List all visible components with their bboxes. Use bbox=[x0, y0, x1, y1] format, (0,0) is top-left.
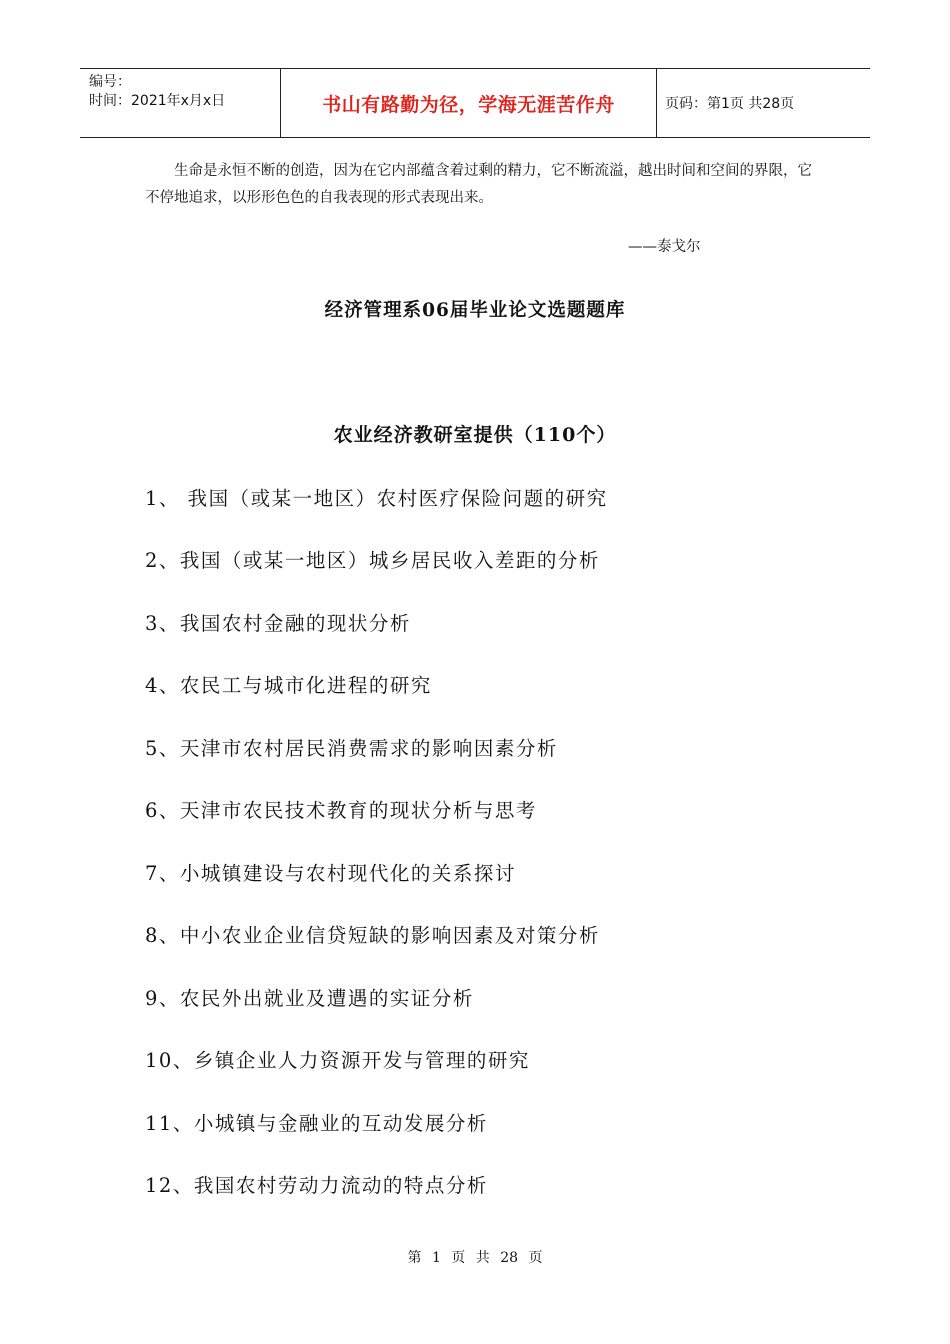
header-motto: 书山有路勤为径，学海无涯苦作舟 bbox=[281, 69, 657, 137]
list-item: 1、 我国（或某一地区）农村医疗保险问题的研究 bbox=[145, 487, 608, 510]
page-footer: 第 1 页 共 28 页 bbox=[407, 1250, 543, 1266]
document-date: 时间：2021年x月x日 bbox=[89, 93, 226, 109]
page-header bbox=[80, 68, 870, 138]
header-page-info: 页码：第1页 共28页 bbox=[665, 96, 795, 112]
section-title: 农业经济教研室提供（110个） bbox=[333, 424, 617, 446]
list-item: 12、我国农村劳动力流动的特点分析 bbox=[145, 1174, 488, 1197]
header-meta bbox=[80, 69, 281, 137]
document-number: 编号： bbox=[89, 74, 131, 90]
list-item: 11、小城镇与金融业的互动发展分析 bbox=[145, 1112, 488, 1135]
list-item: 3、我国农村金融的现状分析 bbox=[145, 612, 411, 635]
quote-author: ——泰戈尔 bbox=[628, 239, 701, 255]
document-title: 经济管理系06届毕业论文选题题库 bbox=[324, 300, 626, 321]
list-item: 2、我国（或某一地区）城乡居民收入差距的分析 bbox=[145, 549, 600, 572]
list-item: 10、乡镇企业人力资源开发与管理的研究 bbox=[145, 1049, 530, 1072]
list-item: 4、农民工与城市化进程的研究 bbox=[145, 674, 432, 697]
list-item: 6、天津市农民技术教育的现状分析与思考 bbox=[145, 799, 537, 822]
list-item: 7、小城镇建设与农村现代化的关系探讨 bbox=[145, 862, 516, 885]
opening-quote: 生命是永恒不断的创造，因为在它内部蕴含着过剩的精力，它不断流溢，越出时间和空间的界限，它不停地追求，以形形色色的自我表现的形式表现出来。 bbox=[145, 163, 812, 206]
list-item: 5、天津市农村居民消费需求的影响因素分析 bbox=[145, 737, 558, 760]
list-item: 8、中小农业企业信贷短缺的影响因素及对策分析 bbox=[145, 924, 600, 947]
list-item: 9、农民外出就业及遭遇的实证分析 bbox=[145, 987, 474, 1010]
